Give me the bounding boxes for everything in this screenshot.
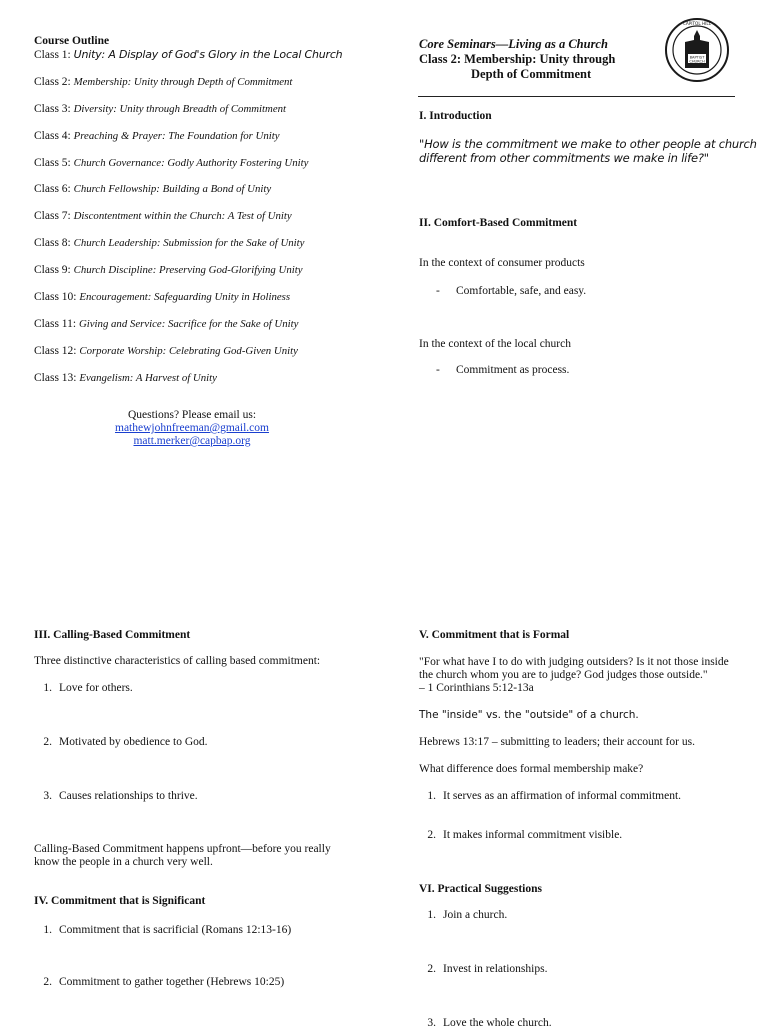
list-number: 1.: [427, 909, 436, 921]
calling-note-line2: know the people in a church very well.: [34, 856, 213, 868]
intro-quote-line1: "How is the commitment we make to other people at church: [419, 137, 757, 151]
significant-item-text: Commitment that is sacrificial (Romans 12:13-16): [59, 924, 292, 936]
calling-item-text: Causes relationships to thrive.: [59, 790, 198, 802]
practical-item-text: Love the whole church.: [443, 1017, 552, 1029]
formal-item-1: [418, 790, 681, 802]
class-title: Giving and Service: Sacrifice for the Sake of Unity: [78, 317, 299, 330]
comfort-church: In the context of the local church: [419, 338, 571, 350]
class-title: Church Governance: Godly Authority Fostering Unity: [73, 156, 309, 169]
class-title: Corporate Worship: Celebrating God-Given Unity: [79, 344, 298, 357]
practical-item-1: [418, 909, 507, 921]
questions-text: Questions? Please email us:: [127, 409, 257, 421]
significant-item-2: [34, 976, 284, 988]
calling-intro: Three distinctive characteristics of calling based commitment:: [34, 655, 321, 667]
series-title: Core Seminars—Living as a Church: [419, 37, 608, 51]
class-row-5: [34, 156, 384, 183]
formal-question: What difference does formal membership make?: [419, 763, 644, 775]
class-row-10: [34, 290, 384, 317]
formal-item-text: It serves as an affirmation of informal commitment.: [443, 790, 682, 802]
church-seal-logo: [665, 18, 729, 82]
comfort-consumer-item: [436, 285, 586, 297]
class-num: Class 3:: [34, 102, 71, 115]
section-title-comfort: II. Comfort-Based Commitment: [419, 217, 578, 229]
list-number: 2.: [427, 829, 436, 841]
class-title: Unity: A Display of God's Glory in the Local Church: [73, 48, 343, 61]
dash-bullet: -: [436, 285, 440, 297]
class-num: Class 11:: [34, 317, 77, 330]
list-number: 2.: [43, 736, 52, 748]
formal-inside-outside: The "inside" vs. the "outside" of a church.: [419, 709, 639, 721]
formal-quote-line1: "For what have I to do with judging outsiders? Is it not those inside: [419, 656, 729, 668]
class-row-13: [34, 371, 384, 398]
class-row-4: [34, 129, 384, 156]
section-title-introduction: I. Introduction: [419, 110, 492, 122]
class-title: Diversity: Unity through Breadth of Commitment: [73, 102, 287, 115]
list-number: 3.: [427, 1017, 436, 1029]
formal-quote-ref: – 1 Corinthians 5:12-13a: [419, 682, 534, 694]
class-num: Class 13:: [34, 371, 77, 384]
class-title: Preaching & Prayer: The Foundation for Unity: [73, 129, 280, 142]
class-row-3: [34, 102, 384, 129]
class-title-line1: Class 2: Membership: Unity through: [419, 52, 616, 66]
class-title-line2: Depth of Commitment: [471, 67, 592, 81]
calling-item-3: [34, 790, 198, 802]
class-num: Class 12:: [34, 344, 77, 357]
class-num: Class 2:: [34, 75, 71, 88]
class-num: Class 7:: [34, 210, 71, 223]
comfort-church-item-text: Commitment as process.: [456, 364, 570, 376]
comfort-church-item: [436, 364, 569, 376]
practical-item-text: Join a church.: [443, 909, 508, 921]
class-row-9: [34, 263, 384, 290]
formal-hebrews: Hebrews 13:17 – submitting to leaders; their account for us.: [419, 736, 695, 748]
section-title-practical: VI. Practical Suggestions: [419, 883, 542, 895]
class-row-7: [34, 209, 384, 236]
formal-quote: [419, 656, 729, 695]
formal-quote-line2: the church whom you are to judge? God judges those outside.": [419, 669, 708, 681]
class-num: Class 9:: [34, 264, 71, 277]
list-number: 1.: [43, 682, 52, 694]
list-number: 2.: [427, 963, 436, 975]
class-title: Church Discipline: Preserving God-Glorifying Unity: [73, 264, 303, 277]
class-row-8: [34, 236, 384, 263]
list-number: 1.: [427, 790, 436, 802]
class-row-11: [34, 317, 384, 344]
class-title: Evangelism: A Harvest of Unity: [79, 371, 217, 384]
intro-quote: [419, 137, 757, 165]
seal-text-top: CAPITOL HILL: [682, 21, 712, 26]
intro-quote-line2: different from other commitments we make in life?": [419, 151, 709, 165]
calling-item-text: Love for others.: [59, 682, 133, 694]
class-title: Membership: Unity through Depth of Commitment: [73, 75, 293, 88]
list-number: 3.: [43, 790, 52, 802]
class-num: Class 5:: [34, 156, 71, 169]
seal-text-mid: BAPTIST: [689, 55, 705, 60]
class-title: Encouragement: Safeguarding Unity in Holiness: [79, 291, 291, 304]
section-title-significant: IV. Commitment that is Significant: [34, 895, 206, 907]
comfort-consumer-item-text: Comfortable, safe, and easy.: [456, 285, 587, 297]
calling-item-text: Motivated by obedience to God.: [59, 736, 208, 748]
formal-item-2: [418, 829, 622, 841]
class-row-12: [34, 344, 384, 371]
significant-item-1: [34, 924, 291, 936]
section-title-formal: V. Commitment that is Formal: [419, 629, 570, 641]
contact-block: [92, 409, 292, 448]
email-link-freeman[interactable]: mathewjohnfreeman@gmail.com: [115, 422, 269, 434]
class-num: Class 10:: [34, 291, 77, 304]
outline-heading: Course Outline: [34, 35, 110, 47]
formal-item-text: It makes informal commitment visible.: [443, 829, 623, 841]
email-link-merker[interactable]: matt.merker@capbap.org: [133, 435, 251, 447]
class-num: Class 8:: [34, 237, 71, 250]
comfort-consumer: In the context of consumer products: [419, 257, 585, 269]
class-num: Class 6:: [34, 183, 71, 196]
practical-item-3: [418, 1017, 552, 1029]
class-title: Church Leadership: Submission for the Sake of Unity: [73, 237, 305, 250]
class-list: [34, 48, 384, 398]
class-row-6: [34, 182, 384, 209]
calling-note-line1: Calling-Based Commitment happens upfront—before you really: [34, 843, 331, 855]
header-divider: [418, 96, 735, 97]
practical-item-text: Invest in relationships.: [443, 963, 548, 975]
calling-item-2: [34, 736, 208, 748]
list-number: 2.: [43, 976, 52, 988]
seal-text-bottom: CHURCH: [689, 59, 705, 64]
class-title: Church Fellowship: Building a Bond of Unity: [73, 183, 272, 196]
class-title: Discontentment within the Church: A Test of Unity: [73, 210, 292, 223]
class-row-2: [34, 75, 384, 102]
calling-note: [34, 843, 331, 869]
calling-item-1: [34, 682, 133, 694]
class-row-1: [34, 48, 384, 75]
class-num: Class 1:: [34, 49, 71, 61]
section-title-calling: III. Calling-Based Commitment: [34, 629, 191, 641]
significant-item-text: Commitment to gather together (Hebrews 10:25): [59, 976, 285, 988]
class-num: Class 4:: [34, 129, 71, 142]
list-number: 1.: [43, 924, 52, 936]
dash-bullet: -: [436, 364, 440, 376]
practical-item-2: [418, 963, 547, 975]
